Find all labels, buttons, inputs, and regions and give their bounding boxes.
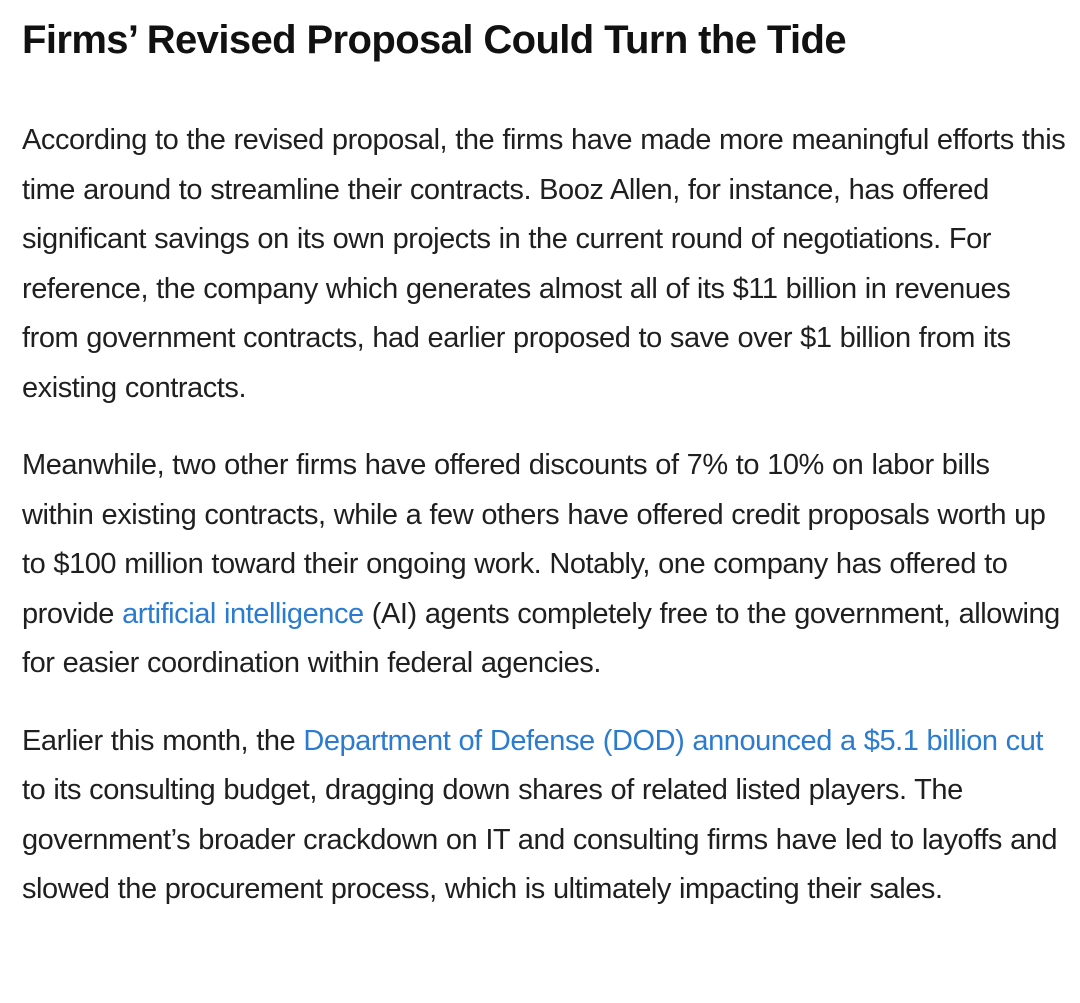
paragraph-3-text-before: Earlier this month, the — [22, 724, 304, 757]
paragraph-2-text-after: (AI) agents completely free to the government, allowing for easier coordination within federal agencies. — [22, 597, 1060, 679]
paragraph-3-text-after: to its consulting budget, dragging down shares of related listed players. The government’s broader crackdown on IT and consulting firms have led to layoffs and slowed the procurement process, which is ultimately impacting their sales. — [22, 774, 1058, 905]
paragraph-1: According to the revised proposal, the firms have made more meaningful efforts this time around to streamline their contracts. Booz Allen, for instance, has offered significant savings on its own projects in the current round of negotiations. For reference, the company which generates almost all of its $11 billion in revenues from government contracts, had earlier proposed to save over $1 billion from its existing contracts. — [22, 124, 1066, 404]
paragraph-3 — [22, 717, 1067, 915]
paragraph-2 — [22, 441, 1067, 689]
article-body — [22, 0, 1067, 915]
artificial-intelligence-link[interactable]: artificial intelligence — [122, 597, 364, 630]
paragraph-2-text-before: Meanwhile, two other firms have offered discounts of 7% to 10% on labor bills within existing contracts, while a few others have offered credit proposals worth up to $100 million toward their ongoing work. Notably, one company has offered to provide — [22, 449, 1046, 630]
dod-budget-cut-link[interactable]: Department of Defense (DOD) announced a $5.1 billion cut — [303, 724, 1043, 757]
section-heading: Firms’ Revised Proposal Could Turn the Tide — [22, 18, 846, 62]
